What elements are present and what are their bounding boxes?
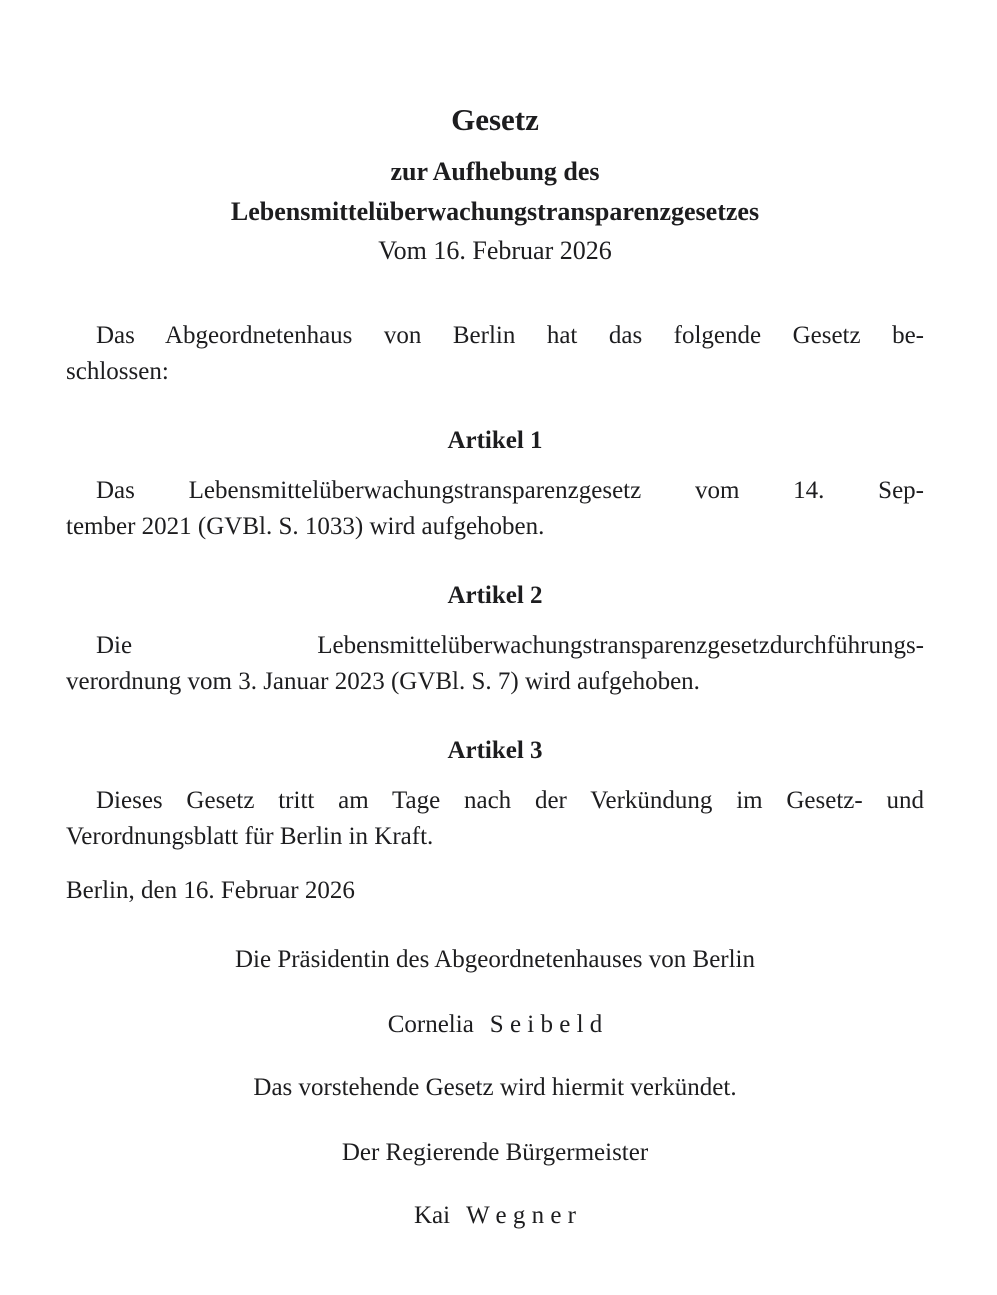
president-last-name: S e i b e l d [489,1011,603,1038]
enactment-clause [66,318,924,390]
article-3-line-2: Verordnungsblatt für Berlin in Kraft. [66,823,434,850]
document-title: Gesetz [451,102,539,137]
document-subtitle-line-1: zur Aufhebung des [390,157,600,186]
president-signature-name [66,1007,924,1043]
president-first-name: Cornelia [387,1011,474,1038]
article-3-line-1: Dieses Gesetz tritt am Tage nach der Verkündung im Gesetz- und [96,787,924,814]
mayor-last-name: W e g n e r [466,1202,577,1229]
document-subtitle-line-2: Lebensmittelüberwachungstransparenzgesetzes [230,197,760,226]
article-2-heading: Artikel 2 [447,582,543,609]
article-2-text [66,628,924,700]
article-3-heading: Artikel 3 [447,737,543,764]
president-role-line: Die Präsidentin des Abgeordnetenhauses von Berlin [234,946,756,973]
article-3-text [66,783,924,855]
article-1-text [66,473,924,545]
article-2-line-2: verordnung vom 3. Januar 2023 (GVBl. S. 7) wird aufgehoben. [66,668,700,695]
article-2-line-1: Die Lebensmittelüberwachungstransparenzgesetzdurchführungs- [96,632,924,659]
mayor-signature-name [66,1198,924,1234]
place-and-date-line: Berlin, den 16. Februar 2026 [66,877,355,904]
document-date-line: Vom 16. Februar 2026 [378,236,612,265]
article-1-line-2: tember 2021 (GVBl. S. 1033) wird aufgehoben. [66,513,545,540]
enactment-clause-line-2: schlossen: [66,358,169,385]
enactment-clause-line-1: Das Abgeordnetenhaus von Berlin hat das folgende Gesetz be- [96,322,924,349]
promulgation-line: Das vorstehende Gesetz wird hiermit verkündet. [253,1074,737,1101]
mayor-role-line: Der Regierende Bürgermeister [341,1139,649,1166]
document-subtitle [66,152,924,232]
article-1-line-1: Das Lebensmittelüberwachungstransparenzgesetz vom 14. Sep- [96,477,924,504]
article-1-heading: Artikel 1 [447,427,543,454]
mayor-first-name: Kai [413,1202,451,1229]
